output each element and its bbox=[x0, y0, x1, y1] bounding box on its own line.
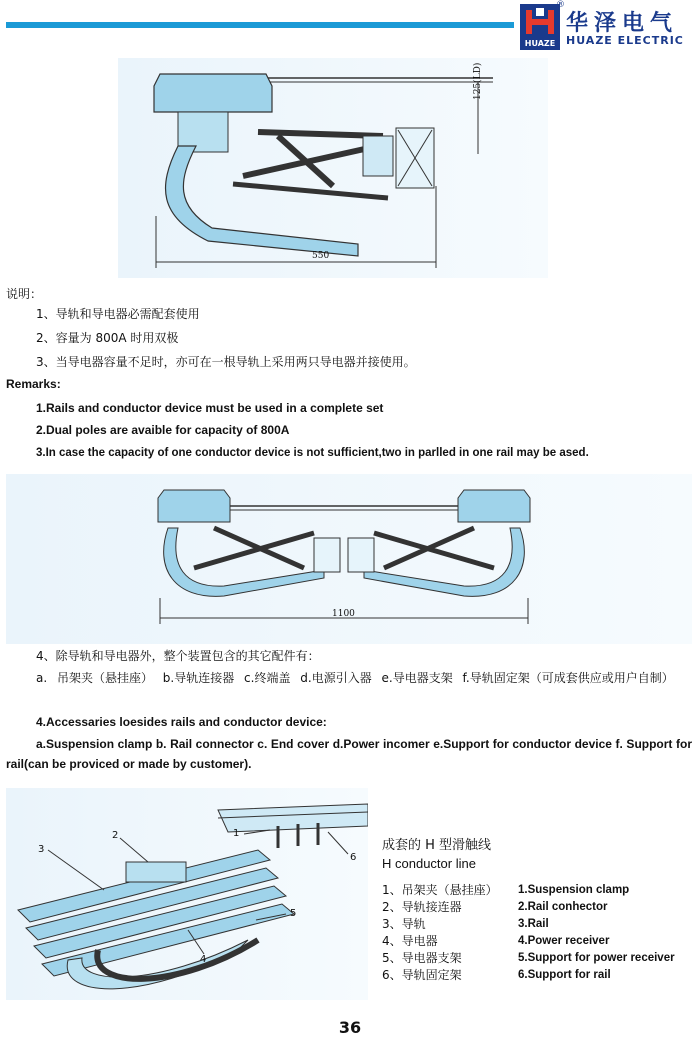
callout-4: 4 bbox=[200, 954, 207, 965]
notes-en-item-2: 2.Dual poles are avaible for capacity of 800A bbox=[36, 423, 290, 437]
figure-1-width-dimension: 550 bbox=[312, 251, 330, 261]
header-accent-bar bbox=[6, 22, 514, 28]
legend-en bbox=[518, 882, 675, 984]
legend-cn-item: 1、吊架夹（悬挂座） bbox=[382, 883, 498, 897]
notes-cn-heading: 说明： bbox=[6, 287, 43, 301]
notes-cn-item-3: 3、当导电器容量不足时，亦可在一根导轨上采用两只导电器并接使用。 bbox=[36, 355, 416, 369]
legend-en-item: 4.Power receiver bbox=[518, 935, 610, 947]
figure-3-title-cn: 成套的 H 型滑触线 bbox=[382, 838, 492, 853]
legend-en-item: 5.Support for power receiver bbox=[518, 952, 675, 964]
accessories-en-title: 4.Accessaries loesides rails and conductor device: bbox=[36, 715, 327, 729]
legend-cn bbox=[382, 882, 498, 984]
callout-1: 1 bbox=[233, 828, 240, 839]
logo-glyph-icon bbox=[520, 6, 560, 40]
h-conductor-line-drawing bbox=[8, 790, 368, 1000]
notes-en-item-3: 3.In case the capacity of one conductor device is not sufficient,two in parlled in one rail may be ased. bbox=[36, 447, 589, 459]
accessories-cn-title: 4、除导轨和导电器外，整个装置包含的其它配件有： bbox=[36, 649, 320, 663]
legend-en-item: 1.Suspension clamp bbox=[518, 884, 630, 896]
figure-1-height-dimension: 125(LD) bbox=[473, 62, 483, 100]
legend-cn-item: 6、导轨固定架 bbox=[382, 968, 462, 982]
legend-cn-item: 4、导电器 bbox=[382, 934, 438, 948]
legend-cn-item: 3、导轨 bbox=[382, 917, 426, 931]
figure-3-title-en: H conductor line bbox=[382, 856, 476, 871]
page-number: 36 bbox=[338, 1018, 362, 1037]
brand-logo bbox=[520, 0, 565, 50]
legend-en-item: 6.Support for rail bbox=[518, 969, 611, 981]
callout-6: 6 bbox=[350, 852, 357, 863]
accessories-en-body: a.Suspension clamp b. Rail connector c. End cover d.Power incomer e.Support for conductor device f. Support for rail(can be proviced or made by customer). bbox=[6, 737, 692, 771]
registered-mark: ® bbox=[556, 0, 565, 10]
notes-en-heading: Remarks: bbox=[6, 377, 61, 391]
notes-cn-item-2: 2、容量为 800A 时用双极 bbox=[36, 331, 179, 345]
legend-en-item: 2.Rail conhector bbox=[518, 901, 608, 913]
callout-2: 2 bbox=[112, 830, 119, 841]
accessories-cn-body: a. 吊架夹（悬挂座） b.导轨连接器 c.终端盖 d.电源引入器 e.导电器支架 f.导轨固定架（可成套供应或用户自制） bbox=[36, 671, 674, 685]
brand-name-en: HUAZE ELECTRIC bbox=[566, 34, 684, 47]
notes-cn-item-1: 1、导轨和导电器必需配套使用 bbox=[36, 307, 200, 321]
notes-en-item-1: 1.Rails and conductor device must be used in a complete set bbox=[36, 401, 384, 415]
legend-cn-item: 5、导电器支架 bbox=[382, 951, 462, 965]
brand-name-cn: 华泽电气 bbox=[566, 11, 679, 36]
callout-3: 3 bbox=[38, 844, 45, 855]
legend-cn-item: 2、导轨接连器 bbox=[382, 900, 462, 914]
logo-text: HUAZE bbox=[524, 39, 556, 48]
callout-5: 5 bbox=[290, 908, 297, 919]
legend-en-item: 3.Rail bbox=[518, 918, 549, 930]
figure-2-width-dimension: 1100 bbox=[332, 609, 355, 619]
